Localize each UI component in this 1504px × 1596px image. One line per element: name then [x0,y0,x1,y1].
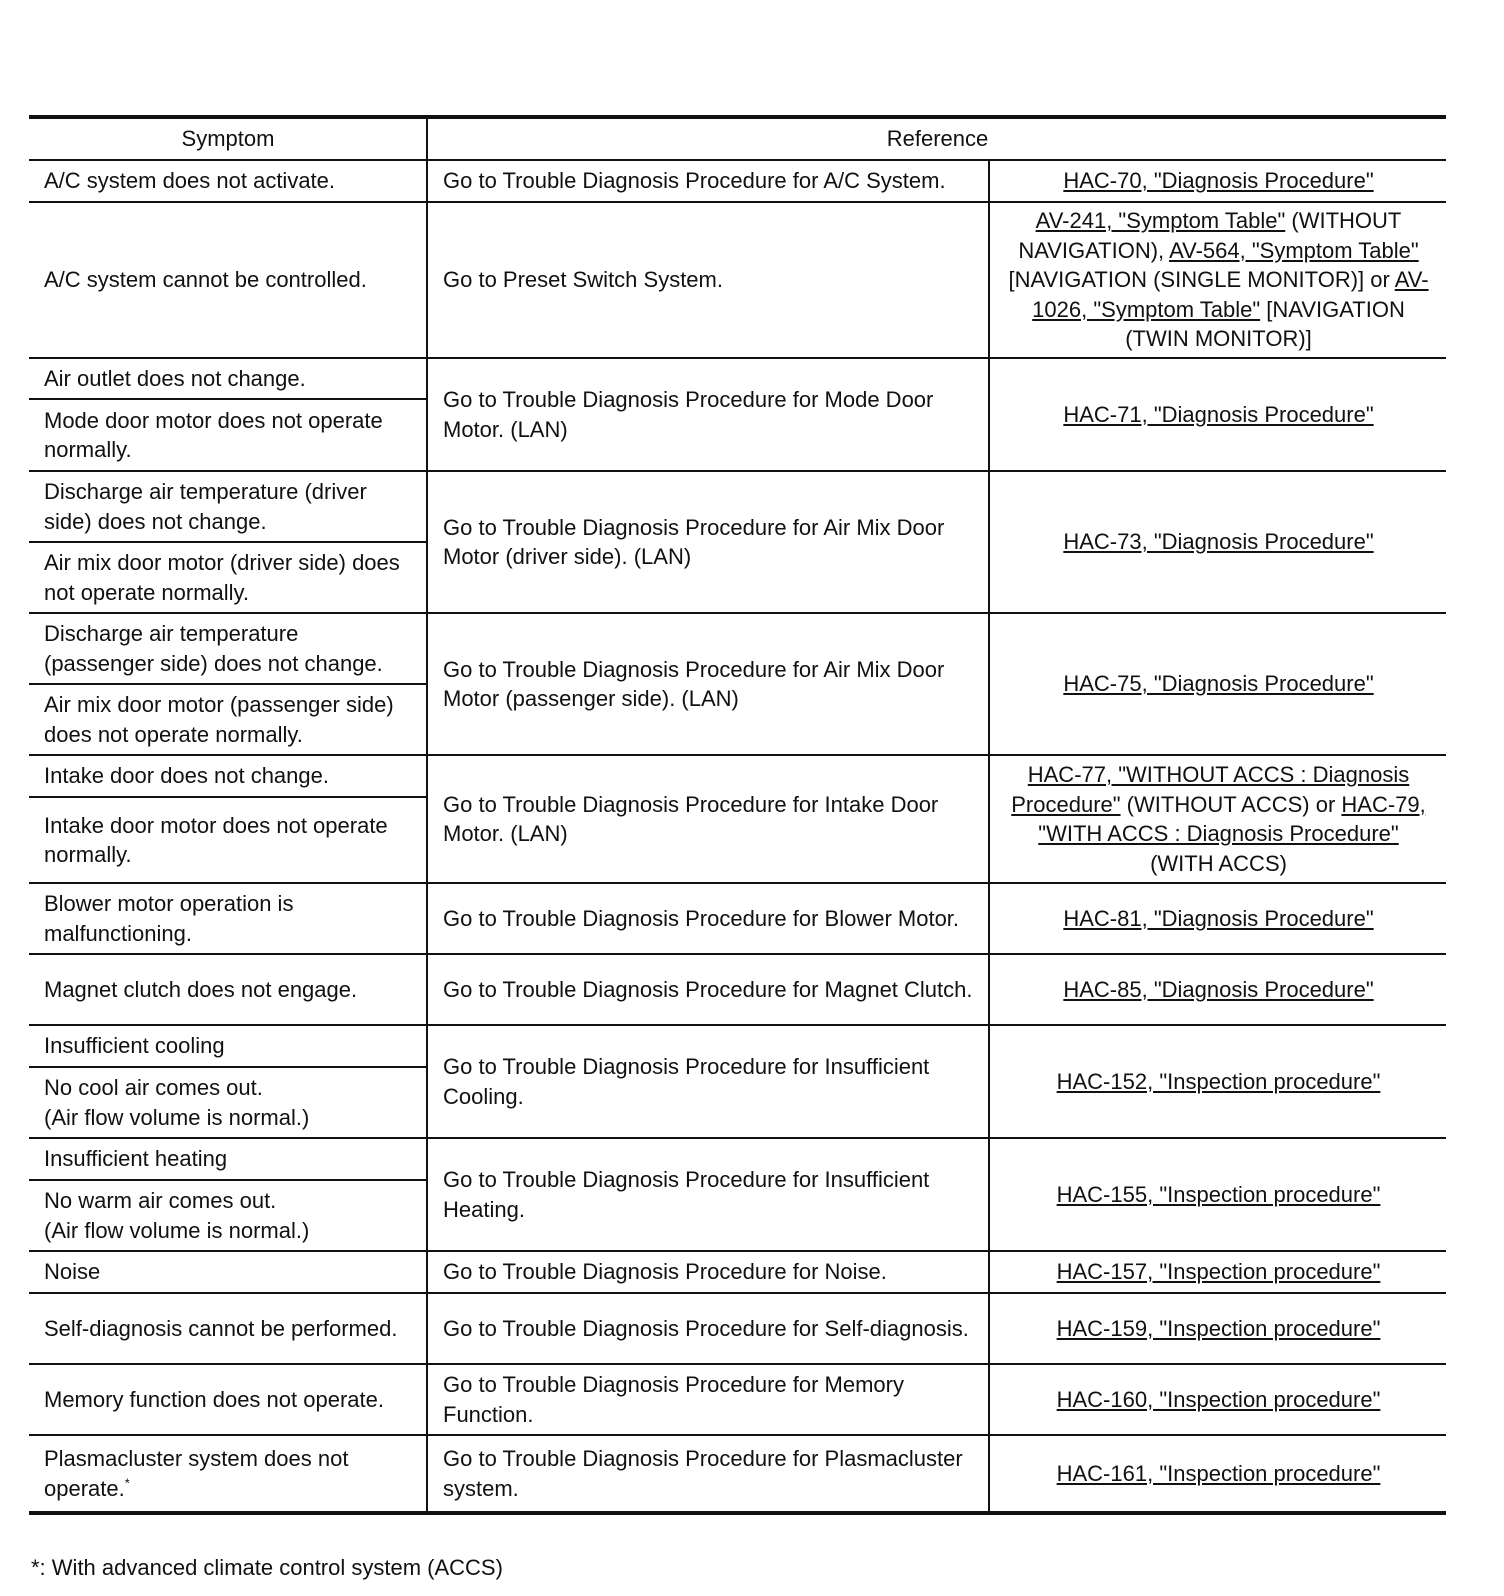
reference-link[interactable]: HAC-152, "Inspection procedure" [1056,1068,1381,1094]
symptom-line: No cool air comes out. [44,1075,263,1100]
footnote-mark: * [124,1475,130,1491]
symptom-cell: Noise [29,1251,427,1293]
reference-link[interactable]: HAC-70, "Diagnosis Procedure" [1063,168,1374,194]
symptom-line: No warm air comes out. [44,1188,277,1213]
symptom-line: (Air flow volume is normal.) [44,1104,310,1130]
procedure-cell: Go to Trouble Diagnosis Procedure for Memory Function. [427,1364,989,1435]
reference-link[interactable]: HAC-73, "Diagnosis Procedure" [1063,529,1374,555]
reference-cell [989,1025,1446,1138]
symptom-cell [29,1067,427,1138]
procedure-cell: Go to Preset Switch System. [427,202,989,358]
reference-cell [989,1364,1446,1435]
footnote: *: With advanced climate control system (ACCS) [31,1555,503,1580]
table-row [29,1138,1446,1180]
procedure-cell: Go to Trouble Diagnosis Procedure for Self-diagnosis. [427,1293,989,1364]
symptom-cell: Self-diagnosis cannot be performed. [29,1293,427,1364]
symptom-table [29,115,1446,1515]
symptom-cell: A/C system does not activate. [29,160,427,202]
procedure-cell: Go to Trouble Diagnosis Procedure for Plasmacluster system. [427,1435,989,1513]
procedure-cell: Go to Trouble Diagnosis Procedure for Air Mix Door Motor (driver side). (LAN) [427,471,989,613]
procedure-cell: Go to Trouble Diagnosis Procedure for Intake Door Motor. (LAN) [427,755,989,883]
procedure-cell: Go to Trouble Diagnosis Procedure for Magnet Clutch. [427,954,989,1025]
symptom-cell [29,1180,427,1251]
reference-cell [989,202,1446,358]
reference-link[interactable]: HAC-81, "Diagnosis Procedure" [1063,905,1374,931]
reference-link[interactable]: HAC-157, "Inspection procedure" [1056,1259,1381,1285]
table-row [29,954,1446,1025]
symptom-cell: Insufficient heating [29,1138,427,1180]
reference-text: (WITH ACCS) [1150,850,1287,876]
table-row [29,358,1446,399]
reference-cell [989,954,1446,1025]
reference-cell [989,1435,1446,1513]
reference-cell [989,1138,1446,1251]
table-row [29,471,1446,542]
procedure-cell: Go to Trouble Diagnosis Procedure for Insufficient Cooling. [427,1025,989,1138]
reference-link[interactable]: HAC-77, "WITHOUT ACCS : Diagnosis Procedure" [1011,762,1410,817]
table-row [29,755,1446,797]
reference-cell [989,358,1446,471]
symptom-cell: Air mix door motor (driver side) does not operate normally. [29,542,427,613]
table-row [29,1435,1446,1513]
symptom-cell: Mode door motor does not operate normally. [29,399,427,471]
reference-cell [989,160,1446,202]
reference-link[interactable]: HAC-71, "Diagnosis Procedure" [1063,401,1374,427]
header-symptom: Symptom [29,117,427,160]
procedure-cell: Go to Trouble Diagnosis Procedure for A/C System. [427,160,989,202]
table-row [29,1364,1446,1435]
header-reference: Reference [427,117,1446,160]
reference-link[interactable]: HAC-161, "Inspection procedure" [1056,1460,1381,1486]
reference-link[interactable]: HAC-155, "Inspection procedure" [1056,1181,1381,1207]
table-row [29,1251,1446,1293]
reference-link[interactable]: AV-564, "Symptom Table" [1169,237,1419,263]
table-row [29,1025,1446,1067]
reference-link[interactable]: HAC-85, "Diagnosis Procedure" [1063,976,1374,1002]
reference-link[interactable]: HAC-160, "Inspection procedure" [1056,1386,1381,1412]
table-row [29,160,1446,202]
reference-text: (WITHOUT NAVIGATION), [1018,208,1402,263]
symptom-cell: Intake door motor does not operate normally. [29,797,427,883]
reference-cell [989,1293,1446,1364]
reference-cell [989,613,1446,755]
table-header-row [29,117,1446,160]
reference-text: (WITHOUT ACCS) or [1120,791,1342,817]
reference-text: [NAVIGATION (TWIN MONITOR)] [1125,296,1405,352]
procedure-cell: Go to Trouble Diagnosis Procedure for Mode Door Motor. (LAN) [427,358,989,471]
symptom-cell: Insufficient cooling [29,1025,427,1067]
symptom-line: (Air flow volume is normal.) [44,1217,310,1243]
reference-text: [NAVIGATION (SINGLE MONITOR)] or [1008,267,1395,293]
symptom-cell: Blower motor operation is malfunctioning. [29,883,427,954]
symptom-cell: Memory function does not operate. [29,1364,427,1435]
procedure-cell: Go to Trouble Diagnosis Procedure for Air Mix Door Motor (passenger side). (LAN) [427,613,989,755]
symptom-cell: Air outlet does not change. [29,358,427,399]
procedure-cell: Go to Trouble Diagnosis Procedure for Insufficient Heating. [427,1138,989,1251]
procedure-cell: Go to Trouble Diagnosis Procedure for Noise. [427,1251,989,1293]
reference-link[interactable]: AV-1026, "Symptom Table" [1032,267,1429,322]
table-row [29,1293,1446,1364]
table-row [29,883,1446,954]
symptom-cell: A/C system cannot be controlled. [29,202,427,358]
reference-link[interactable]: HAC-75, "Diagnosis Procedure" [1063,671,1374,697]
symptom-cell: Discharge air temperature (passenger side) does not change. [29,613,427,684]
procedure-cell: Go to Trouble Diagnosis Procedure for Blower Motor. [427,883,989,954]
symptom-cell: Discharge air temperature (driver side) does not change. [29,471,427,542]
reference-cell [989,1251,1446,1293]
reference-cell [989,755,1446,883]
table-row [29,202,1446,358]
symptom-cell: Magnet clutch does not engage. [29,954,427,1025]
symptom-text: Plasmacluster system does not operate. [44,1446,349,1501]
reference-link[interactable]: HAC-79, "WITH ACCS : Diagnosis Procedure" [1038,791,1426,846]
table-row [29,613,1446,684]
symptom-cell [29,1435,427,1513]
symptom-cell: Air mix door motor (passenger side) does not operate normally. [29,684,427,755]
reference-link[interactable]: HAC-159, "Inspection procedure" [1056,1315,1381,1341]
reference-link[interactable]: AV-241, "Symptom Table" [1035,208,1286,234]
symptom-cell: Intake door does not change. [29,755,427,797]
reference-cell [989,883,1446,954]
reference-cell [989,471,1446,613]
